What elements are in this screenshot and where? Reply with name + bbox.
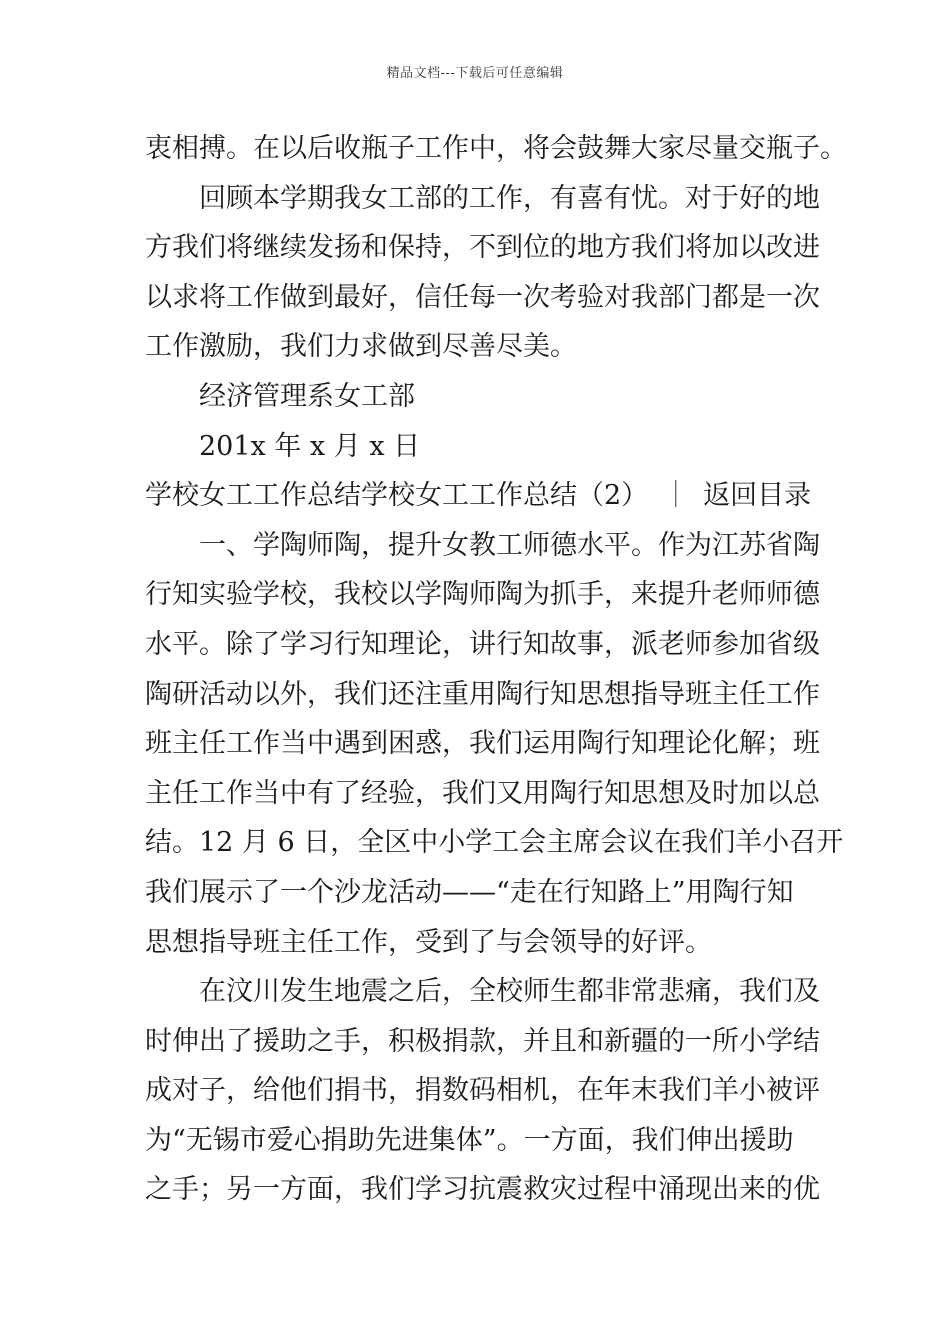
paragraph-start-line: 回顾本学期我女工部的工作，有喜有忧。对于好的地 (199, 182, 820, 214)
section-title-line (145, 471, 810, 521)
text-line: 方我们将继续发扬和保持，不到位的地方我们将加以改进 (145, 232, 820, 264)
text-line: 班主任工作当中遇到困惑，我们运用陶行知理论化解；班 (145, 728, 820, 760)
signature-date: 201x 年 x 月 x 日 (199, 430, 421, 462)
text-line: 以求将工作做到最好，信任每一次考验对我部门都是一次 (145, 281, 820, 313)
text-line: 陶研活动以外，我们还注重用陶行知思想指导班主任工作 (145, 678, 820, 710)
title-separator: ｜ (662, 480, 690, 512)
return-to-toc-link[interactable]: 返回目录 (703, 480, 812, 512)
text-line: 工作激励，我们力求做到尽善尽美。 (145, 331, 577, 363)
text-line: 思想指导班主任工作，受到了与会领导的好评。 (145, 926, 712, 958)
page-header: 精品文档---下载后可任意编辑 (386, 66, 564, 81)
document-body (145, 124, 847, 1215)
paragraph-start-line: 一、学陶师陶，提升女教工师德水平。作为江苏省陶 (199, 529, 820, 561)
text-line: 时伸出了援助之手，积极捐款，并且和新疆的一所小学结 (145, 1025, 820, 1057)
signature-department: 经济管理系女工部 (199, 380, 415, 412)
text-line: 我们展示了一个沙龙活动——“走在行知路上”用陶行知 (145, 876, 794, 908)
section-title: 学校女工工作总结学校女工工作总结（2） (145, 480, 649, 512)
text-line: 主任工作当中有了经验，我们又用陶行知思想及时加以总 (145, 777, 820, 809)
text-line: 行知实验学校，我校以学陶师陶为抓手，来提升老师师德 (145, 579, 820, 611)
text-line: 之手；另一方面，我们学习抗震救灾过程中涌现出来的优 (145, 1174, 820, 1206)
text-line: 衷相搏。在以后收瓶子工作中，将会鼓舞大家尽量交瓶子。 (145, 133, 847, 164)
text-line: 成对子，给他们捐书，捐数码相机，在年末我们羊小被评 (145, 1075, 820, 1107)
text-line: 水平。除了学习行知理论，讲行知故事，派老师参加省级 (145, 628, 820, 660)
text-line: 为“无锡市爱心捐助先进集体”。一方面，我们伸出援助 (145, 1124, 794, 1156)
text-line: 结。12 月 6 日，全区中小学工会主席会议在我们羊小召开 (145, 827, 844, 859)
paragraph-start-line: 在汶川发生地震之后，全校师生都非常悲痛，我们及 (199, 976, 820, 1008)
